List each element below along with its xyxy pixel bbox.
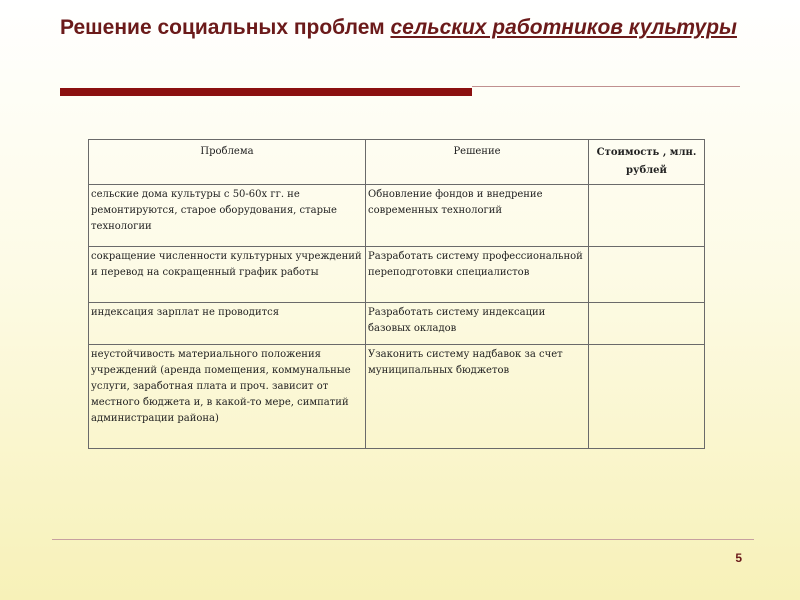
title-underline-thin — [472, 86, 740, 87]
cell-cost — [589, 247, 705, 303]
table-row — [89, 303, 705, 345]
cell-cost — [589, 185, 705, 247]
table-row — [89, 185, 705, 247]
cell-cost — [589, 303, 705, 345]
footer-divider — [52, 539, 754, 540]
header-solution: Решение — [366, 140, 589, 185]
cell-solution: Обновление фондов и внедрение современных технологий — [366, 185, 589, 247]
cell-problem: сельские дома культуры с 50-60х гг. не ремонтируются, старое оборудования, старые технологии — [89, 185, 366, 247]
cell-problem: индексация зарплат не проводится — [89, 303, 366, 345]
header-problem: Проблема — [89, 140, 366, 185]
cell-solution: Узаконить систему надбавок за счет муниципальных бюджетов — [366, 345, 589, 449]
problems-table — [88, 139, 705, 449]
table-header-row — [89, 140, 705, 185]
slide-title — [60, 14, 760, 41]
cell-solution: Разработать систему профессиональной переподготовки специалистов — [366, 247, 589, 303]
title-underline-bar — [60, 88, 472, 96]
page-number: 5 — [735, 551, 742, 565]
title-highlight: сельских работников культуры — [390, 16, 737, 39]
header-cost: Стоимость , млн. рублей — [589, 140, 705, 185]
cell-cost — [589, 345, 705, 449]
cell-solution: Разработать систему индексации базовых окладов — [366, 303, 589, 345]
table-row — [89, 247, 705, 303]
title-text: Решение социальных проблем — [60, 16, 391, 39]
cell-problem: сокращение численности культурных учреждений и перевод на сокращенный график работы — [89, 247, 366, 303]
cell-problem: неустойчивость материального положения учреждений (аренда помещения, коммунальные услуги, заработная плата и проч. зависит от местного бюджета и, в какой-то мере, симпатий администрации района) — [89, 345, 366, 449]
table-row — [89, 345, 705, 449]
